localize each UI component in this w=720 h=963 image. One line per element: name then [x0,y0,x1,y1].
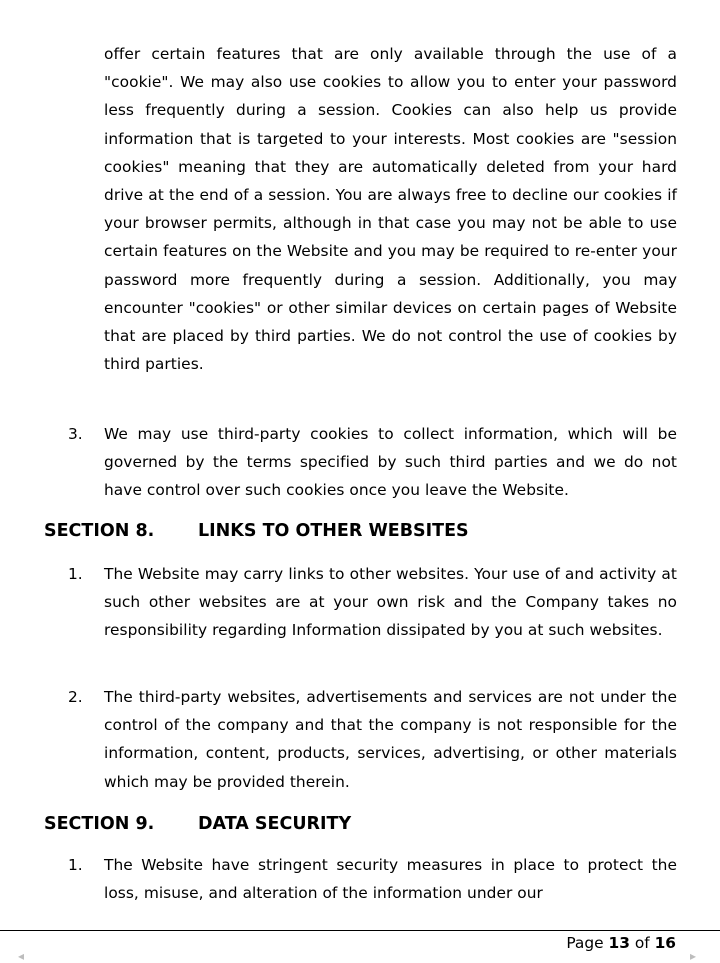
section-8-number: SECTION 8. [44,521,155,541]
current-page-number: 13 [608,934,630,952]
section-8-title: LINKS TO OTHER WEBSITES [198,521,469,541]
section-9-heading [44,812,351,836]
page-word: Page [566,934,604,952]
list-item-number: 1. [68,856,83,874]
list-item-text: The Website have stringent security measures in place to protect the loss, misuse, and alteration of the information under our [104,856,677,903]
list-item-number: 2. [68,688,83,706]
list-item-number: 1. [68,565,83,583]
section-8-heading [44,519,469,543]
right-corner-mark-icon: ▸ [690,949,697,963]
list-item-text: We may use third-party cookies to collect information, which will be governed by the terms specified by such third parties and we do not have control over such cookies once you leave the Website. [104,425,677,500]
section-9-number: SECTION 9. [44,814,155,834]
list-item-text: The third-party websites, advertisements and services are not under the control of the company and that the company is not responsible for the information, content, products, services, advertising, or other materials which may be provided therein. [104,688,677,791]
list-item-text: The Website may carry links to other websites. Your use of and activity at such other websites are at your own risk and the Company takes no responsibility regarding Information dissipated by you at such websites. [104,565,677,640]
list-item-number: 3. [68,425,83,443]
section-9-title: DATA SECURITY [198,814,352,834]
cookies-paragraph: offer certain features that are only available through the use of a "cookie". We may also use cookies to allow you to enter your password less frequently during a session. Cookies can also help us provide information that is targeted to your interests. Most cookies are "session cookies" meaning that they are automatically deleted from your hard drive at the end of a session. You are always free to decline our cookies if your browser permits, although in that case you may not be able to use certain features on the Website and you may be required to re-enter your password more frequently during a session. Additionally, you may encounter "cookies" or other similar devices on certain pages of Website that are placed by third parties. We do not control the use of cookies by third parties. [104,45,677,374]
footer-divider [0,930,720,931]
of-word: of [634,934,650,952]
total-pages-number: 16 [654,934,676,952]
page-number-footer [566,933,676,953]
left-corner-mark-icon: ◂ [18,949,25,963]
